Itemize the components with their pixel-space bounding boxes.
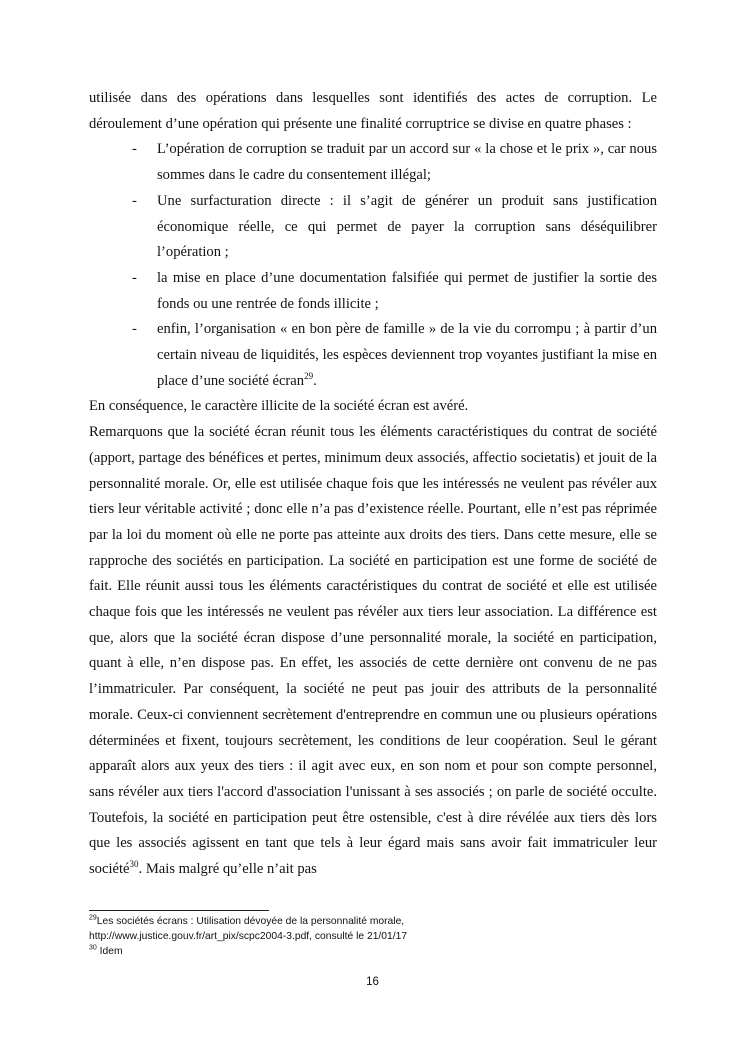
list-item-text: la mise en place d’une documentation falsifiée qui permet de justifier la sortie des fonds ou une rentrée de fonds illicite ; (157, 269, 657, 312)
footnotes (89, 914, 657, 959)
footnote-reference-29[interactable]: 29 (304, 370, 314, 381)
list-item (89, 317, 657, 394)
footnote-number: 29 (89, 914, 97, 922)
footnote-reference-30[interactable]: 30 (129, 859, 139, 870)
list-bullet: - (132, 321, 137, 338)
body-text (89, 86, 657, 883)
list-bullet: - (132, 141, 137, 158)
list-item-text: Une surfacturation directe : il s’agit de générer un produit sans justification économique réelle, ce qui permet de payer la corruption sans déséquilibrer l’opération ; (157, 192, 657, 261)
corruption-phases-list (89, 137, 657, 394)
list-bullet: - (132, 269, 137, 286)
list-item-suffix: . (313, 372, 317, 389)
list-bullet: - (132, 192, 137, 209)
list-item (89, 266, 657, 317)
main-paragraph-tail: . Mais malgré qu’elle n’ait pas (138, 861, 317, 878)
list-item (89, 189, 657, 266)
footnote-29-link[interactable]: http://www.justice.gouv.fr/art_pix/scpc2004-3.pdf, consulté le 21/01/17 (89, 931, 408, 942)
footnote-30 (89, 944, 657, 959)
list-item-text: L’opération de corruption se traduit par un accord sur « la chose et le prix », car nous sommes dans le cadre du consentement illégal; (157, 141, 657, 184)
footnote-29 (89, 914, 657, 929)
main-paragraph (89, 420, 657, 883)
list-item-text: enfin, l’organisation « en bon père de famille » de la vie du corrompu ; à partir d’un certain niveau de liquidités, les espèces deviennent trop voyantes justifiant la mise en place d’une société écran (157, 321, 657, 389)
page-number: 16 (366, 976, 379, 988)
footnote-separator (89, 910, 269, 911)
footnote-number: 30 (89, 944, 97, 952)
footnote-text: Les sociétés écrans : Utilisation dévoyée de la personnalité morale, (96, 916, 405, 927)
conclusion-paragraph: En conséquence, le caractère illicite de la société écran est avéré. (89, 398, 469, 415)
main-paragraph-text: Remarquons que la société écran réunit tous les éléments caractéristiques du contrat de société (apport, partage des bénéfices et pertes, minimum deux associés, affectio societatis) et jouit de la personnalité morale. Or, elle est utilisée chaque fois que les intéressés ne veulent pas révéler aux tiers leur véritable activité ; donc elle n’a pas d’existence réelle. Pourtant, elle n’est pas réprimée par la loi du moment où elle ne porte pas atteinte aux droits des tiers. Dans cette mesure, elle se rapproche des sociétés en participation. La société en participation est une forme de société de fait. Elle réunit aussi tous les éléments caractéristiques du contrat de société et elle est utilisée chaque fois que les intéressés ne veulent pas révéler aux tiers leur association. La différence est que, alors que la société écran dispose d’une personnalité morale, la société en participation, quant à elle, n’en dispose pas. En effet, les associés de cette dernière ont convenu de ne pas l’immatriculer. Par conséquent, la société ne peut pas jouir des attributs de la personnalité morale. Ceux-ci conviennent secrètement d'entreprendre en commun une ou plusieurs opérations déterminées et fixent, toujours secrètement, les conditions de leur coopération. Seul le gérant apparaît alors aux yeux des tiers : il agit avec eux, en son nom et pour son compte personnel, sans révéler aux tiers l'accord d'association l'unissant à ses associés ; on parle de société occulte. Toutefois, la société en participation peut être ostensible, c'est à dire révélée aux tiers dès lors que les associés agissent en tant que tels à leur égard mais sans avoir fait immatriculer leur société (89, 424, 657, 878)
footnote-text: Idem (96, 946, 123, 957)
intro-paragraph: utilisée dans des opérations dans lesquelles sont identifiés des actes de corruption. Le déroulement d’une opération qui présente une finalité corruptrice se divise en quatre phases : (89, 90, 657, 132)
list-item (89, 137, 657, 188)
